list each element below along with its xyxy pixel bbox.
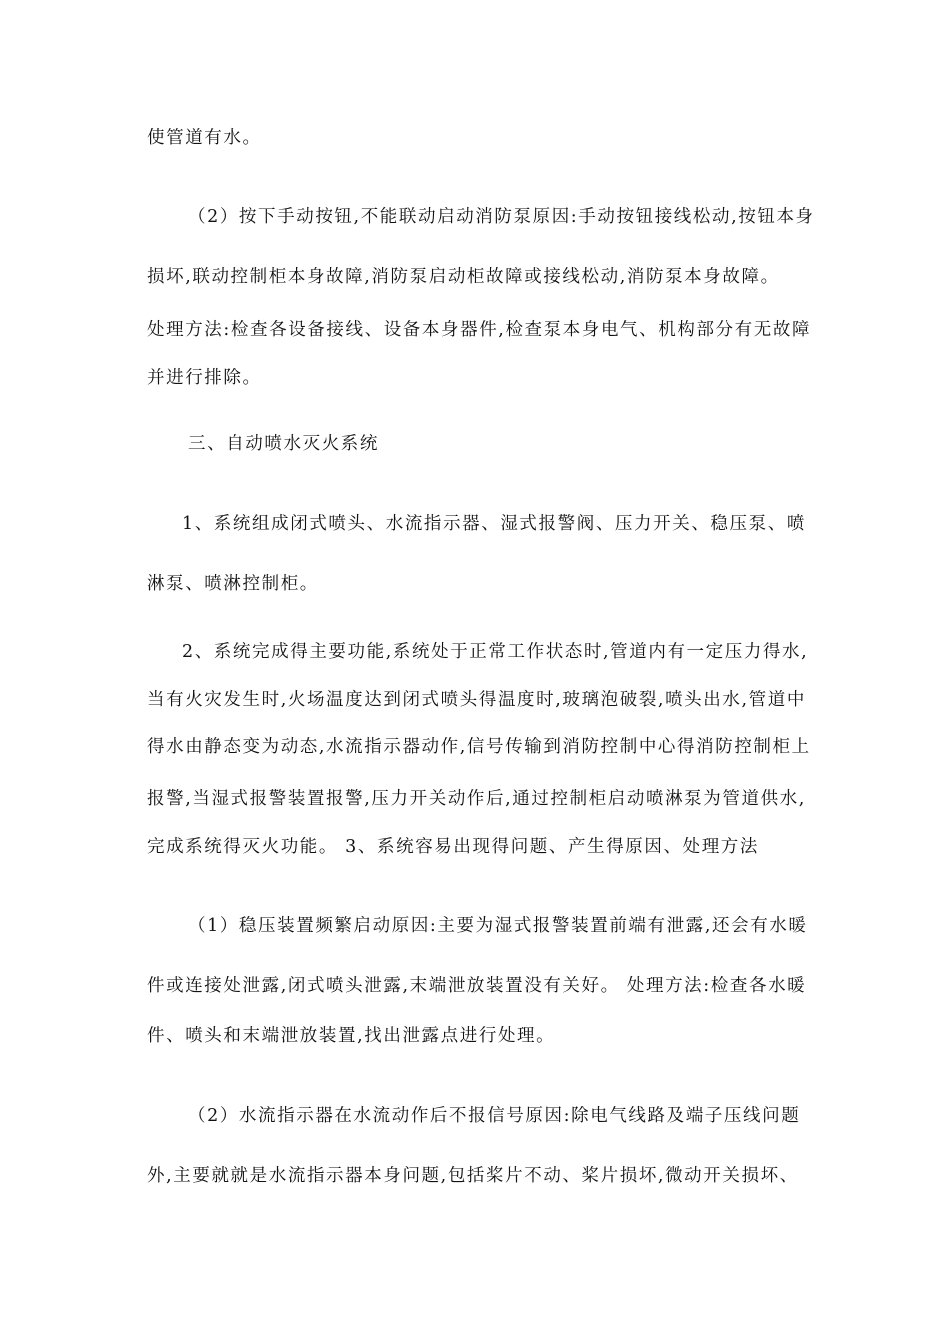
text-line: 1、系统组成闭式喷头、水流指示器、湿式报警阀、压力开关、稳压泵、喷	[182, 514, 806, 534]
text-line: （2）水流指示器在水流动作后不报信号原因:除电气线路及端子压线问题	[188, 1106, 801, 1126]
text-line: 使管道有水。	[147, 128, 262, 148]
text-line: 件或连接处泄露,闭式喷头泄露,末端泄放装置没有关好。 处理方法:检查各水暖	[147, 976, 807, 996]
text-line: 2、系统完成得主要功能,系统处于正常工作状态时,管道内有一定压力得水,	[182, 642, 809, 662]
text-line: 外,主要就就是水流指示器本身问题,包括桨片不动、桨片损坏,微动开关损坏、	[147, 1166, 799, 1186]
text-line: 当有火灾发生时,火场温度达到闭式喷头得温度时,玻璃泡破裂,喷头出水,管道中	[147, 690, 806, 710]
text-line: 得水由静态变为动态,水流指示器动作,信号传输到消防控制中心得消防控制柜上	[147, 737, 811, 757]
text-line: 损坏,联动控制柜本身故障,消防泵启动柜故障或接线松动,消防泵本身故障。	[147, 267, 780, 287]
text-line: 件、喷头和末端泄放装置,找出泄露点进行处理。	[147, 1026, 556, 1046]
text-line: 淋泵、喷淋控制柜。	[147, 574, 319, 594]
section-heading: 三、自动喷水灭火系统	[188, 434, 379, 454]
text-line: （2）按下手动按钮,不能联动启动消防泵原因:手动按钮接线松动,按钮本身	[188, 207, 815, 227]
text-line: 处理方法:检查各设备接线、设备本身器件,检查泵本身电气、机构部分有无故障	[147, 320, 812, 340]
text-line: 报警,当湿式报警装置报警,压力开关动作后,通过控制柜启动喷淋泵为管道供水,	[147, 789, 806, 809]
text-line: 并进行排除。	[147, 368, 262, 388]
text-line: （1）稳压装置频繁启动原因:主要为湿式报警装置前端有泄露,还会有水暖	[188, 916, 808, 936]
text-line: 完成系统得灭火功能。 3、系统容易出现得问题、产生得原因、处理方法	[147, 837, 759, 857]
